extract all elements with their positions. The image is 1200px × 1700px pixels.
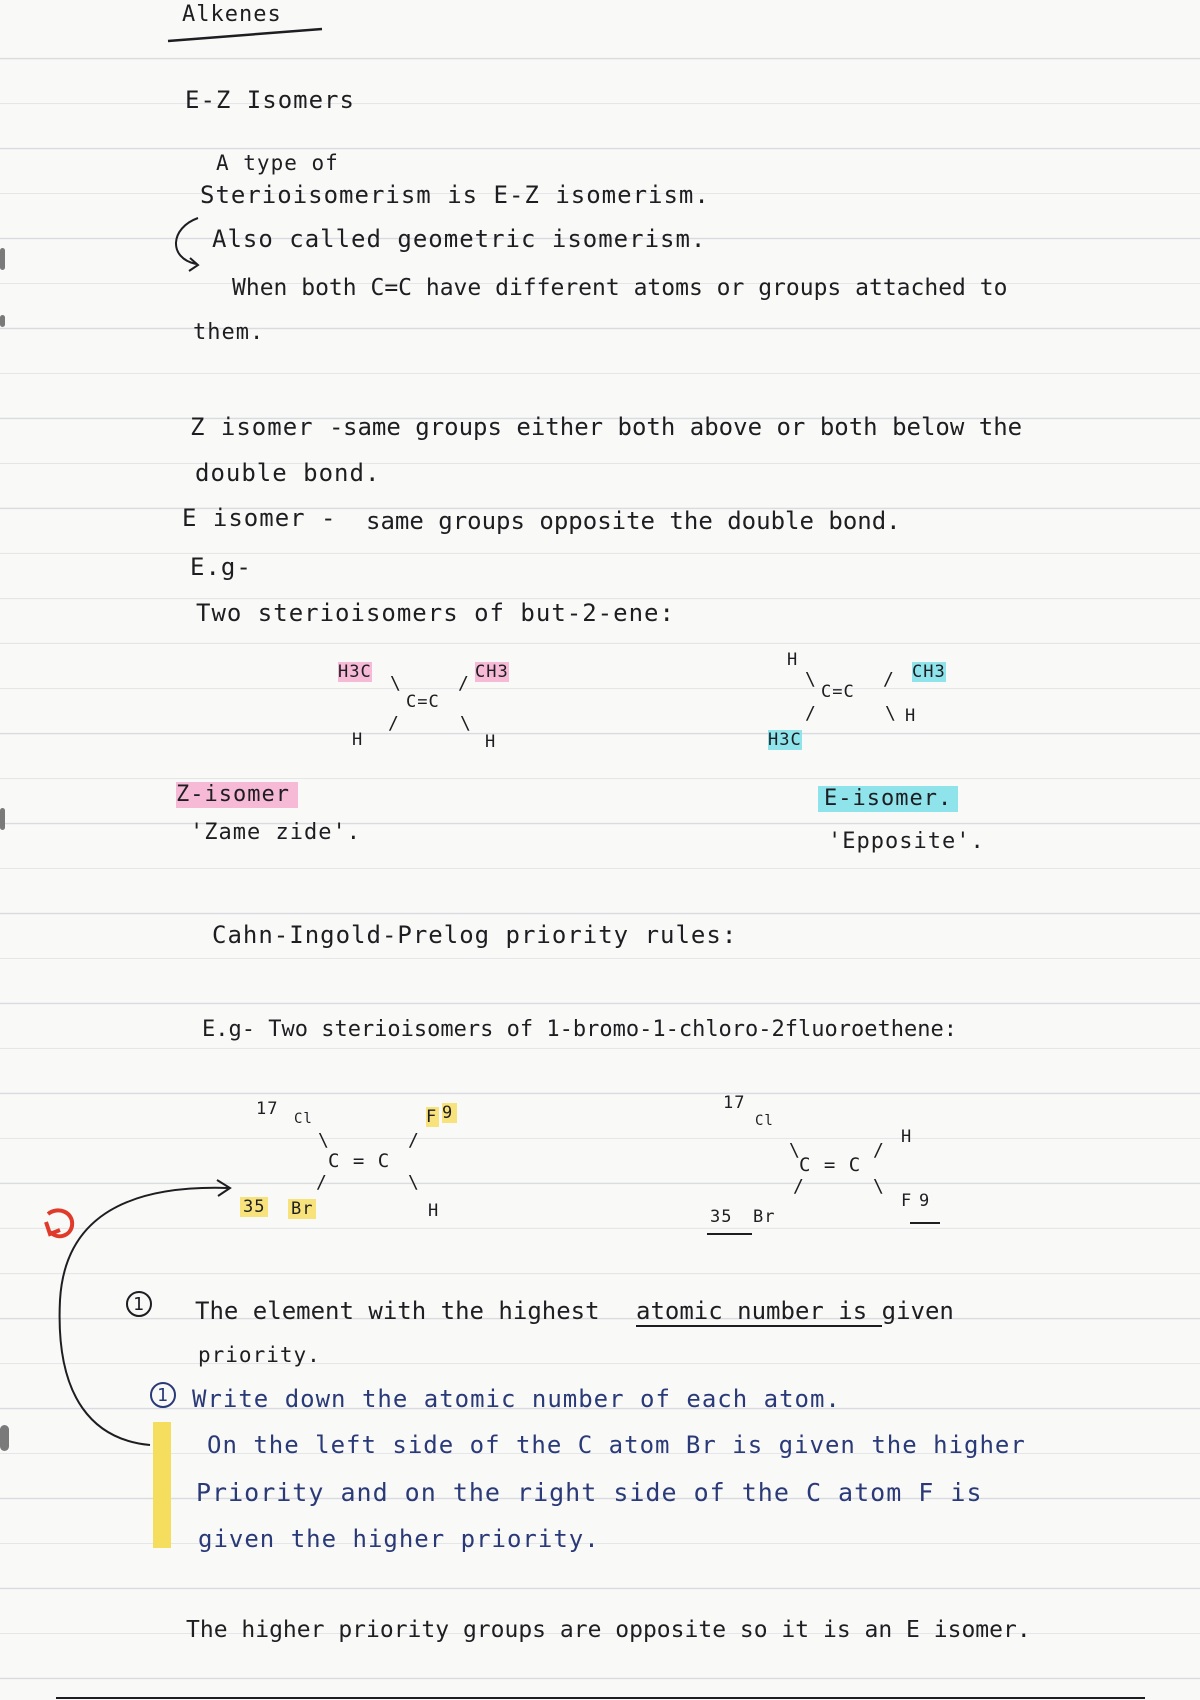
double-bond-cc: C=C bbox=[406, 692, 440, 712]
atom-h: H bbox=[428, 1201, 440, 1221]
z-mnemonic: 'Zame zide'. bbox=[190, 820, 361, 845]
left-haloethene-structure bbox=[238, 1095, 498, 1230]
z-isomer-label: Z-isomer bbox=[176, 782, 298, 808]
z-def-label: Z isomer - bbox=[190, 413, 345, 441]
double-bond-cc: C = C bbox=[328, 1150, 391, 1172]
curly-arrow bbox=[176, 218, 198, 271]
atom-f: F bbox=[901, 1191, 913, 1211]
z-def-text-2: double bond. bbox=[195, 459, 381, 487]
atom-h-right: H bbox=[905, 706, 917, 726]
bond-tl: \ bbox=[318, 1130, 329, 1151]
bond-tl: \ bbox=[390, 673, 401, 694]
step-text-3: Priority and on the right side of the C atom F is bbox=[196, 1478, 983, 1507]
red-arrow-icon bbox=[46, 1210, 72, 1236]
e-def-label: E isomer - bbox=[182, 504, 337, 532]
bond-bl: / bbox=[316, 1172, 327, 1193]
eg-label: E.g- bbox=[190, 553, 252, 581]
bond-br: \ bbox=[885, 703, 896, 724]
e-def-text: same groups opposite the double bond. bbox=[366, 507, 901, 535]
rule-text-1: The element with the highest bbox=[195, 1297, 600, 1325]
e-isomer-label: E-isomer. bbox=[818, 786, 958, 812]
atomic-number-f: 9 bbox=[919, 1191, 931, 1211]
bond-bl: / bbox=[793, 1176, 804, 1197]
atom-cl: Cl bbox=[294, 1111, 313, 1127]
group-h3c: H3C bbox=[338, 662, 372, 682]
group-ch3: CH3 bbox=[912, 662, 946, 682]
atom-h-left: H bbox=[352, 730, 364, 750]
group-h3c: H3C bbox=[768, 730, 802, 750]
intro-line-3: Also called geometric isomerism. bbox=[212, 225, 707, 253]
page-title: Alkenes bbox=[182, 2, 282, 27]
intro-line-2: Sterioisomerism is E-Z isomerism. bbox=[200, 181, 710, 209]
right-haloethene-structure bbox=[705, 1093, 965, 1228]
double-bond-cc: C = C bbox=[799, 1154, 862, 1176]
group-ch3: CH3 bbox=[475, 662, 509, 682]
bond-tr: / bbox=[408, 1130, 419, 1151]
atomic-number-cl: 17 bbox=[723, 1093, 746, 1113]
conclusion-text: The higher priority groups are opposite so it is an E isomer. bbox=[186, 1617, 1031, 1643]
step-number: 1 bbox=[157, 1385, 169, 1406]
atom-h-right: H bbox=[485, 732, 497, 752]
atom-br: Br bbox=[753, 1207, 776, 1227]
step-text-4: given the higher priority. bbox=[198, 1525, 600, 1553]
bond-tl: \ bbox=[789, 1140, 800, 1161]
bond-tr: / bbox=[883, 669, 894, 690]
step-text-1: Write down the atomic number of each atom. bbox=[192, 1385, 841, 1413]
e-but-2-ene-structure bbox=[765, 648, 1005, 758]
rule-text-underlined: atomic number is given bbox=[636, 1297, 954, 1325]
bond-br: \ bbox=[408, 1172, 419, 1193]
e-mnemonic: 'Epposite'. bbox=[828, 829, 985, 854]
intro-line-1: A type of bbox=[216, 151, 339, 175]
atom-cl: Cl bbox=[755, 1113, 774, 1129]
bond-tr: / bbox=[873, 1140, 884, 1161]
atomic-number-f: 9 bbox=[442, 1103, 457, 1123]
bond-bl: / bbox=[805, 703, 816, 724]
atom-h: H bbox=[901, 1127, 913, 1147]
highlight-bar bbox=[153, 1422, 171, 1548]
z-def-text-1: same groups either both above or both below the bbox=[343, 413, 1023, 441]
bond-tr: / bbox=[458, 673, 469, 694]
rule-text-2: priority. bbox=[198, 1343, 321, 1367]
bond-br: \ bbox=[873, 1176, 884, 1197]
title-underline bbox=[168, 29, 322, 41]
intro-line-5: them. bbox=[193, 320, 265, 345]
step-text-2: On the left side of the C atom Br is given the higher bbox=[207, 1431, 1026, 1459]
atomic-number-br: 35 bbox=[710, 1207, 733, 1227]
double-bond-cc: C=C bbox=[821, 682, 855, 702]
bond-br: \ bbox=[460, 713, 471, 734]
atomic-number-br: 35 bbox=[240, 1197, 268, 1217]
cip-title: Cahn-Ingold-Prelog priority rules: bbox=[212, 921, 738, 949]
section-heading: E-Z Isomers bbox=[185, 86, 355, 114]
atomic-number-cl: 17 bbox=[256, 1099, 279, 1119]
rule-number: 1 bbox=[133, 1294, 145, 1315]
atom-h-top: H bbox=[787, 650, 799, 670]
intro-line-4: When both C=C have different atoms or groups attached to bbox=[232, 275, 1008, 301]
atom-f: F bbox=[426, 1107, 438, 1127]
bond-tl: \ bbox=[805, 669, 816, 690]
example2-title: E.g- Two sterioisomers of 1-bromo-1-chloro-2fluoroethene: bbox=[202, 1017, 957, 1042]
atom-br: Br bbox=[288, 1199, 316, 1219]
z-but-2-ene-structure bbox=[330, 660, 550, 750]
example1-title: Two sterioisomers of but-2-ene: bbox=[196, 599, 675, 627]
bond-bl: / bbox=[388, 713, 399, 734]
